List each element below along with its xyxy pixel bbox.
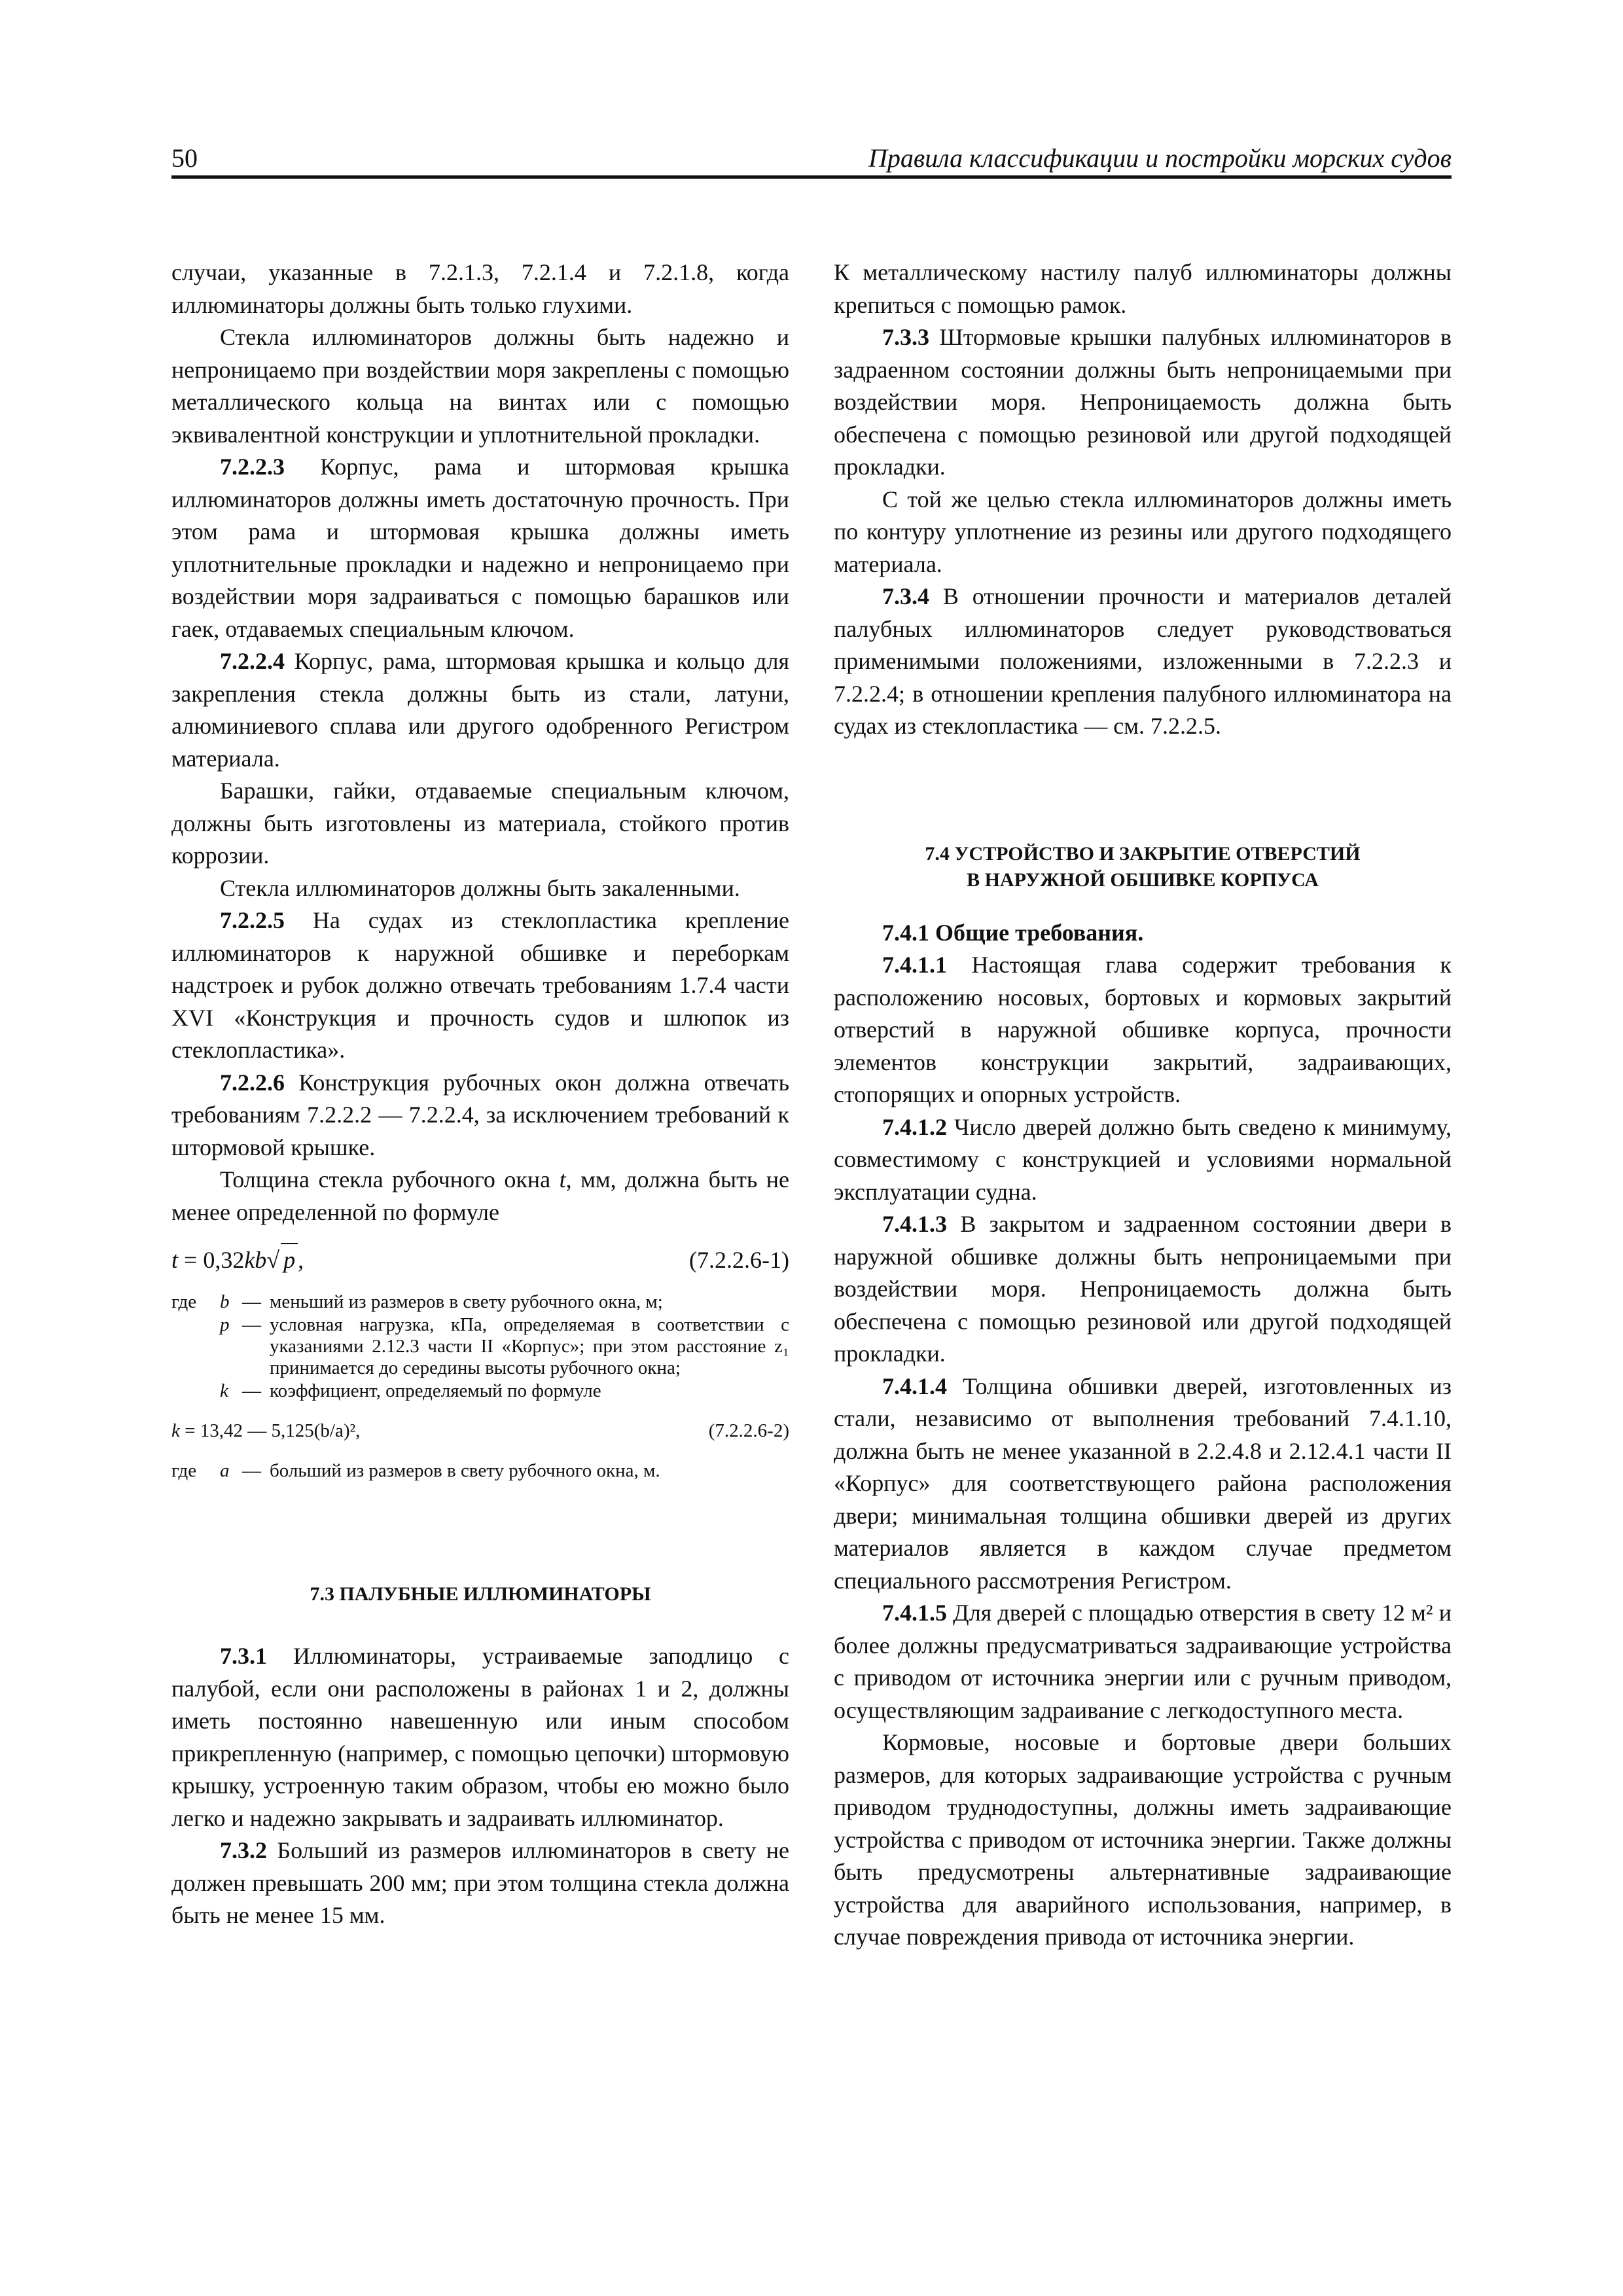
- clause-number: 7.4.1.4: [882, 1372, 947, 1399]
- clause-7-4-1-5: 7.4.1.5 Для дверей с площадью отверстия в свету 12 м² и более должны предусматриваться задраивающие устройства с приводом от источника энергии или с ручным приводом, осуществляющим задраивание с легкодоступного места.: [834, 1600, 1452, 1723]
- formula-legend: [171, 1460, 789, 1482]
- section-heading-7-3: 7.3 ПАЛУБНЫЕ ИЛЛЮМИНАТОРЫ: [310, 1583, 651, 1605]
- right-column: [834, 257, 1452, 1954]
- clause-number: 7.4.1.5: [882, 1600, 947, 1626]
- paragraph: Стекла иллюминаторов должны быть надежно и непроницаемо при воздействии моря закреплены с помощью металлического кольца на винтах или с помощью эквивалентной конструкции и уплотнительной прокладки.: [171, 324, 789, 448]
- clause-7-4-1-3: 7.4.1.3 В закрытом и задраенном состоянии двери в наружной обшивке должны быть непроницаемыми при воздействии моря. Непроницаемость должна быть обеспечена с помощью резиновой или другой подходящей прокладки.: [834, 1211, 1452, 1367]
- clause-7-2-2-4: 7.2.2.4 Корпус, рама, штормовая крышка и кольцо для закрепления стекла должны быть из стали, латуни, алюминиевого сплава или другого одобренного Регистром материала.: [171, 648, 790, 772]
- header-rule: [171, 175, 1452, 179]
- legend-row: p — условная нагрузка, кПа, определяемая в соответствии с указаниями 2.12.3 части II «Корпус»; при этом расстояние z₁ принимается до середины высоты рубочного окна;: [220, 1314, 789, 1378]
- paragraph: случаи, указанные в 7.2.1.3, 7.2.1.4 и 7.2.1.8, когда иллюминаторы должны быть только глухими.: [171, 259, 789, 318]
- formula-7-2-2-6-1: [171, 1243, 789, 1277]
- formula-legend: [171, 1291, 789, 1402]
- clause-number: 7.3.3: [882, 324, 929, 350]
- paragraph: С той же целью стекла иллюминаторов должны иметь по контуру уплотнение из резины или другого подходящего материала.: [834, 486, 1452, 577]
- clause-number: 7.2.2.6: [220, 1069, 285, 1096]
- section-heading-7-4: 7.4 УСТРОЙСТВО И ЗАКРЫТИЕ ОТВЕРСТИЙ В НАРУЖНОЙ ОБШИВКЕ КОРПУСА: [925, 842, 1361, 891]
- legend-row: k — коэффициент, определяемый по формуле: [220, 1380, 601, 1401]
- formula-expression: k = 13,42 — 5,125(b/a)²,: [171, 1420, 361, 1441]
- clause-7-2-2-3: 7.2.2.3 Корпус, рама и штормовая крышка иллюминаторов должны иметь достаточную прочность. При этом рама и штормовая крышка должны иметь уплотнительные прокладки и надежно и непроницаемо при воздействии моря задраиваться с помощью барашков или гаек, отдаваемых специальным ключом.: [171, 454, 790, 642]
- clause-number: 7.3.2: [220, 1837, 267, 1863]
- formula-number: (7.2.2.6-1): [689, 1247, 789, 1273]
- legend-row: где b — меньший из размеров в свету рубочного окна, м;: [171, 1291, 663, 1312]
- clause-number: 7.2.2.4: [220, 648, 285, 674]
- clause-number: 7.4.1.1: [882, 952, 947, 978]
- formula-expression: t = 0,32kb√ p ,: [171, 1243, 304, 1277]
- clause-7-3-1: 7.3.1 Иллюминаторы, устраиваемые заподлицо с палубой, если они расположены в районах 1 и 2, должны иметь постоянно навешенную или иным способом прикрепленную (например, с помощью цепочки) штормовую крышку, устроенную таким образом, чтобы ею можно было легко и надежно закрывать и задраивать иллюминатор.: [171, 1643, 790, 1831]
- clause-7-4-1-4: 7.4.1.4 Толщина обшивки дверей, изготовленных из стали, независимо от выполнения требований 7.4.1.10, должна быть не менее указанной в 2.2.4.8 и 2.12.4.1 части II «Корпус» для соответствующего района расположения двери; минимальная толщина обшивки дверей из других материалов является в каждом случае предметом специального рассмотрения Регистром.: [834, 1372, 1452, 1594]
- clause-number: 7.3.4: [882, 583, 929, 609]
- formula-number: (7.2.2.6-2): [708, 1420, 789, 1441]
- clause-number: 7.4.1.2: [882, 1113, 947, 1140]
- paragraph: Барашки, гайки, отдаваемые специальным ключом, должны быть изготовлены из материала, стойкого против коррозии.: [171, 778, 789, 869]
- paragraph: К металлическому настилу палуб иллюминаторы должны крепиться с помощью рамок.: [834, 259, 1452, 318]
- clause-7-3-4: 7.3.4 В отношении прочности и материалов деталей палубных иллюминаторов следует руководствоваться применимыми положениями, изложенными в 7.2.2.3 и 7.2.2.4; в отношении крепления палубного иллюминатора на судах из стеклопластика — см. 7.2.2.5.: [834, 583, 1452, 739]
- left-column: [171, 257, 789, 1932]
- clause-number: 7.3.1: [220, 1643, 267, 1669]
- formula-7-2-2-6-2: [171, 1415, 789, 1448]
- clause-7-3-2: 7.3.2 Больший из размеров иллюминаторов в свету не должен превышать 200 мм; при этом толщина стекла должна быть не менее 15 мм.: [171, 1837, 790, 1928]
- clause-7-4-1: 7.4.1 Общие требования.: [882, 919, 1144, 946]
- clause-number: 7.4.1.3: [882, 1211, 947, 1237]
- paragraph: Кормовые, носовые и бортовые двери больших размеров, для которых задраивающие устройства с ручным приводом труднодоступны, должны иметь задраивающие устройства с приводом от источника энергии. Также должны быть предусмотрены альтернативные задраивающие устройства для аварийного использования, например, в случае повреждения привода от источника энергии.: [834, 1729, 1452, 1950]
- running-title: Правила классификации и постройки морских судов: [868, 143, 1452, 173]
- clause-7-4-1-2: 7.4.1.2 Число дверей должно быть сведено к минимуму, совместимому с конструкцией и условиями нормальной эксплуатации судна.: [834, 1113, 1452, 1205]
- clause-number: 7.2.2.3: [220, 454, 285, 480]
- clause-7-2-2-5: 7.2.2.5 На судах из стеклопластика крепление иллюминаторов к наружной обшивке и переборкам надстроек и рубок должно отвечать требованиям 1.7.4 части XVI «Конструкция и прочность судов и шлюпок из стеклопластика».: [171, 907, 790, 1063]
- clause-number: 7.2.2.5: [220, 907, 285, 933]
- paragraph: Стекла иллюминаторов должны быть закаленными.: [220, 874, 740, 901]
- clause-7-2-2-6: 7.2.2.6 Конструкция рубочных окон должна отвечать требованиям 7.2.2.2 — 7.2.2.4, за исключением требований к штормовой крышке.: [171, 1069, 790, 1160]
- clause-number: 7.4.1: [882, 919, 929, 946]
- legend-row: где a — больший из размеров в свету рубочного окна, м.: [171, 1460, 660, 1481]
- paragraph: Толщина стекла рубочного окна t, мм, должна быть не менее определенной по формуле: [171, 1166, 790, 1225]
- clause-7-3-3: 7.3.3 Штормовые крышки палубных иллюминаторов в задраенном состоянии должны быть непроницаемыми при воздействии моря. Непроницаемость должна быть обеспечена с помощью резиновой или другой подходящей прокладки.: [834, 324, 1452, 480]
- clause-7-4-1-1: 7.4.1.1 Настоящая глава содержит требования к расположению носовых, бортовых и кормовых закрытий отверстий в наружной обшивке корпуса, прочности элементов конструкции закрытий, задраивающих, стопорящих и опорных устройств.: [834, 952, 1452, 1107]
- page-number: 50: [171, 143, 198, 173]
